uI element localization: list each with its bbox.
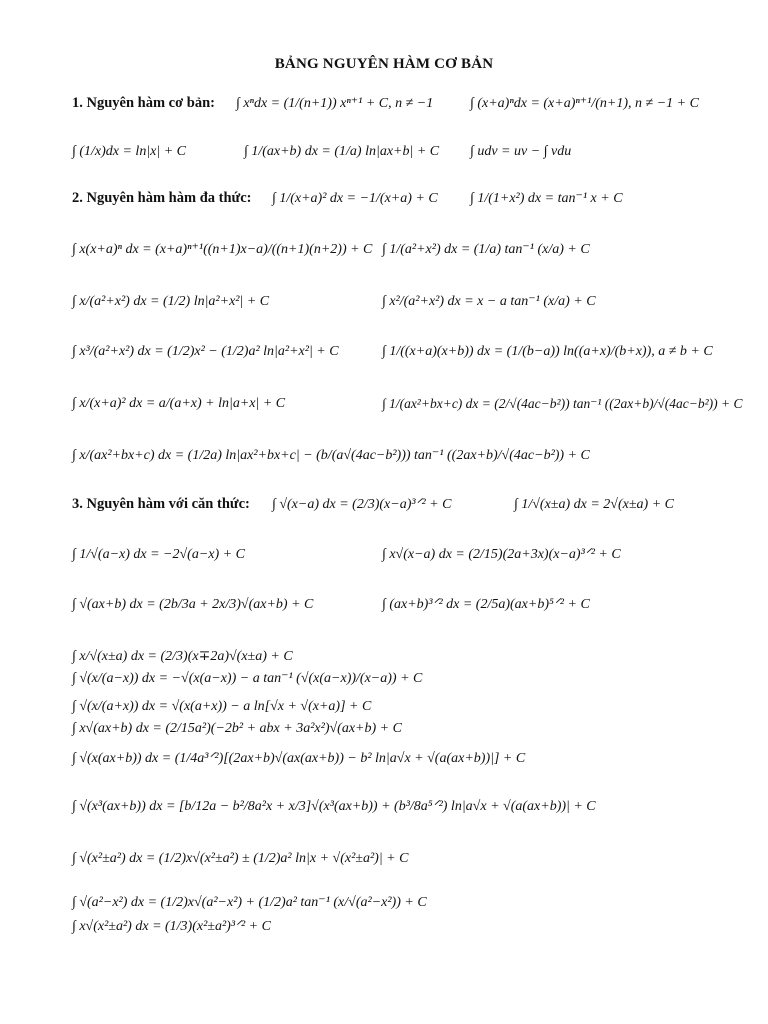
- formula-x-over-square: ∫ x/(x+a)² dx = a/(a+x) + ln|a+x| + C: [72, 396, 286, 411]
- formula-inverse-square: ∫ 1/(x+a)² dx = −1/(x+a) + C: [272, 191, 438, 206]
- formula-x-over-sqrt: ∫ x/√(x±a) dx = (2/3)(x∓2a)√(x±a) + C: [72, 649, 293, 664]
- formula-shifted-power-rule: ∫ (x+a)ⁿdx = (x+a)ⁿ⁺¹/(n+1), n ≠ −1 + C: [470, 96, 699, 111]
- section-heading-polynomial: 2. Nguyên hàm hàm đa thức:: [72, 190, 252, 206]
- formula-reciprocal-sqrt: ∫ 1/√(x±a) dx = 2√(x±a) + C: [514, 497, 674, 512]
- section-heading-radical: 3. Nguyên hàm với căn thức:: [72, 496, 250, 512]
- formula-x-over-quadratic: ∫ x/(ax²+bx+c) dx = (1/2a) ln|ax²+bx+c| − (b/(a√(4ac−b²))) tan⁻¹ ((2ax+b)/√(4ac−b²)) + C: [72, 448, 590, 463]
- formula-x3-over-sum-squares: ∫ x³/(a²+x²) dx = (1/2)x² − (1/2)a² ln|a²+x²| + C: [72, 344, 339, 359]
- formula-sqrt-x2-pm-a2: ∫ √(x²±a²) dx = (1/2)x√(x²±a²) ± (1/2)a² ln|x + √(x²±a²)| + C: [72, 851, 409, 866]
- formula-sqrt-a2-minus-x2: ∫ √(a²−x²) dx = (1/2)x√(a²−x²) + (1/2)a² tan⁻¹ (x/√(a²−x²)) + C: [72, 895, 427, 910]
- formula-x-over-sum-squares: ∫ x/(a²+x²) dx = (1/2) ln|a²+x²| + C: [72, 294, 270, 309]
- formula-sqrt-x-ax-b: ∫ √(x(ax+b)) dx = (1/4a³ᐟ²)[(2ax+b)√(ax(ax+b)) − b² ln|a√x + √(a(ax+b))|] + C: [72, 751, 526, 766]
- page-title: BẢNG NGUYÊN HÀM CƠ BẢN: [274, 56, 494, 72]
- formula-sqrt-ax-b: ∫ √(ax+b) dx = (2b/3a + 2x/3)√(ax+b) + C: [72, 597, 314, 612]
- formula-sqrt-x-over-a-plus-x: ∫ √(x/(a+x)) dx = √(x(a+x)) − a ln[√x + √(x+a)] + C: [72, 699, 372, 714]
- formula-sqrt-linear: ∫ √(x−a) dx = (2/3)(x−a)³ᐟ² + C: [272, 497, 452, 512]
- formula-partial-fractions: ∫ 1/((x+a)(x+b)) dx = (1/(b−a)) ln((a+x)/(b+x)), a ≠ b + C: [382, 344, 713, 359]
- formula-reciprocal: ∫ (1/x)dx = ln|x| + C: [72, 144, 187, 159]
- formula-power-rule: ∫ xⁿdx = (1/(n+1)) xⁿ⁺¹ + C, n ≠ −1: [236, 96, 434, 111]
- formula-x2-over-sum-squares: ∫ x²/(a²+x²) dx = x − a tan⁻¹ (x/a) + C: [382, 294, 596, 309]
- section-heading-basic: 1. Nguyên hàm cơ bản:: [72, 95, 215, 111]
- formula-sqrt-x-over-a-minus-x: ∫ √(x/(a−x)) dx = −√(x(a−x)) − a tan⁻¹ (√(x(a−x))/(x−a)) + C: [72, 671, 423, 686]
- formula-reciprocal-sqrt-minus: ∫ 1/√(a−x) dx = −2√(a−x) + C: [72, 547, 245, 562]
- formula-linear-reciprocal: ∫ 1/(ax+b) dx = (1/a) ln|ax+b| + C: [244, 144, 440, 159]
- formula-sqrt-x3-ax-b: ∫ √(x³(ax+b)) dx = [b/12a − b²/8a²x + x/3]√(x³(ax+b)) + (b³/8a⁵ᐟ²) ln|a√x + √(a(ax+b))| + C: [72, 799, 596, 814]
- formula-x-sqrt-x2-pm-a2: ∫ x√(x²±a²) dx = (1/3)(x²±a²)³ᐟ² + C: [72, 919, 271, 934]
- formula-quadratic-reciprocal: ∫ 1/(ax²+bx+c) dx = (2/√(4ac−b²)) tan⁻¹ ((2ax+b)/√(4ac−b²)) + C: [382, 396, 743, 411]
- formula-arctan-scaled: ∫ 1/(a²+x²) dx = (1/a) tan⁻¹ (x/a) + C: [382, 242, 590, 257]
- formula-x-sqrt-ax-b: ∫ x√(ax+b) dx = (2/15a²)(−2b² + abx + 3a²x²)√(ax+b) + C: [72, 721, 402, 736]
- formula-x-sqrt-linear: ∫ x√(x−a) dx = (2/15)(2a+3x)(x−a)³ᐟ² + C: [382, 547, 621, 562]
- formula-ax-b-three-halves: ∫ (ax+b)³ᐟ² dx = (2/5a)(ax+b)⁵ᐟ² + C: [382, 597, 590, 612]
- formula-arctan: ∫ 1/(1+x²) dx = tan⁻¹ x + C: [470, 191, 623, 206]
- formula-x-times-power: ∫ x(x+a)ⁿ dx = (x+a)ⁿ⁺¹((n+1)x−a)/((n+1)(n+2)) + C: [72, 242, 373, 257]
- formula-integration-by-parts: ∫ udv = uv − ∫ vdu: [470, 144, 572, 159]
